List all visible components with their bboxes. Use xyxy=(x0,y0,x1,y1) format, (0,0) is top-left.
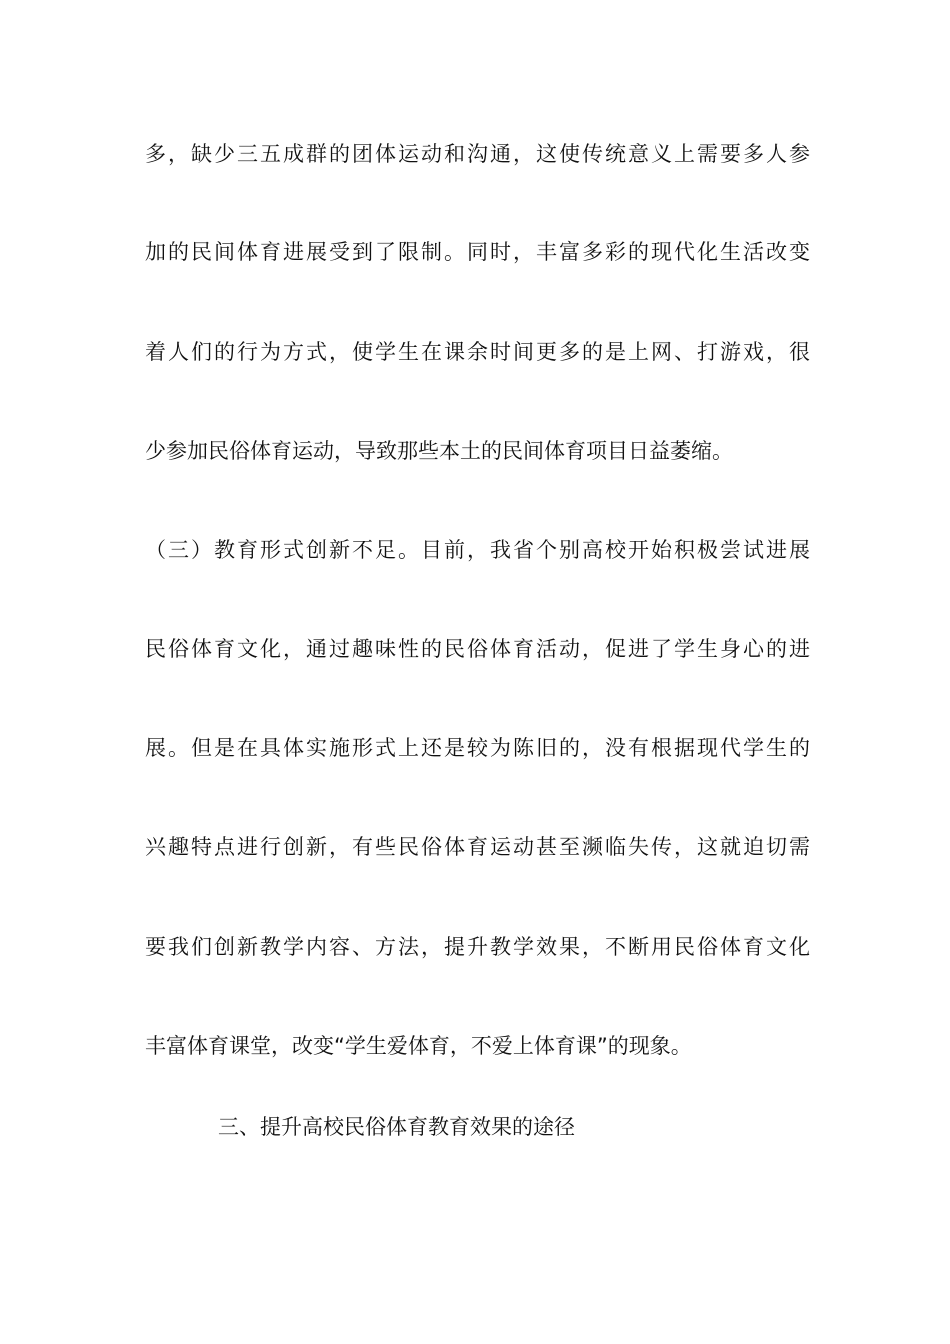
section-heading: 三、提升高校民俗体育教育效果的途径 xyxy=(218,1115,575,1139)
paragraph-2-line-3: 展。但是在具体实施形式上还是较为陈旧的，没有根据现代学生的 xyxy=(145,736,810,760)
paragraph-1-line-3: 着人们的行为方式，使学生在课余时间更多的是上网、打游戏，很 xyxy=(145,340,810,364)
paragraph-2-line-5: 要我们创新教学内容、方法，提升教学效果，不断用民俗体育文化 xyxy=(145,935,810,959)
paragraph-2-line-2: 民俗体育文化，通过趣味性的民俗体育活动，促进了学生身心的进 xyxy=(145,637,810,661)
paragraph-1-line-4: 少参加民俗体育运动，导致那些本土的民间体育项目日益萎缩。 xyxy=(145,439,733,463)
paragraph-2-line-1: （三）教育形式创新不足。目前，我省个别高校开始积极尝试进展 xyxy=(145,538,810,562)
paragraph-2-line-6: 丰富体育课堂，改变“学生爱体育，不爱上体育课”的现象。 xyxy=(145,1034,692,1058)
paragraph-2-line-4: 兴趣特点进行创新，有些民俗体育运动甚至濒临失传，这就迫切需 xyxy=(145,835,810,859)
paragraph-1-line-1: 多，缺少三五成群的团体运动和沟通，这使传统意义上需要多人参 xyxy=(145,142,810,166)
paragraph-1-line-2: 加的民间体育进展受到了限制。同时，丰富多彩的现代化生活改变 xyxy=(145,240,810,264)
